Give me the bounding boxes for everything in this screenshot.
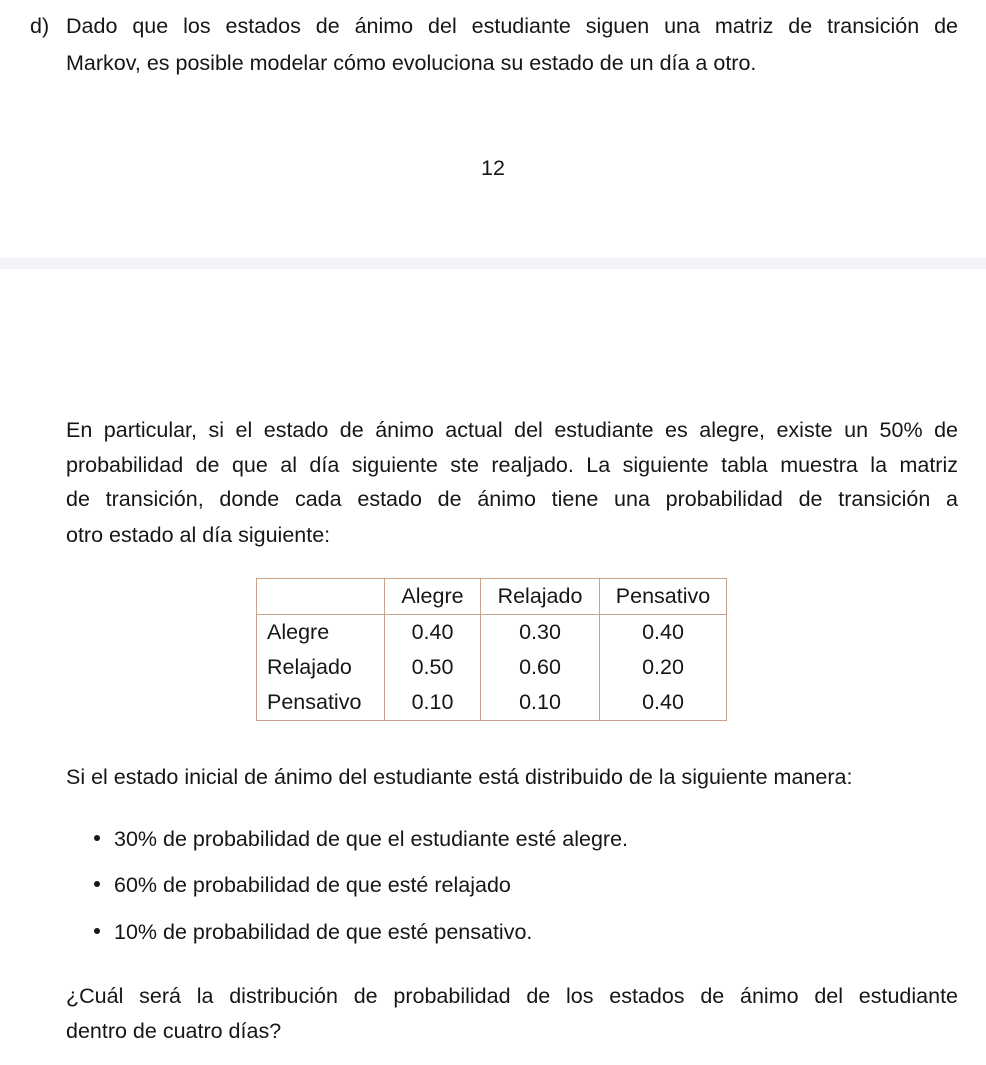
list-item	[94, 920, 532, 945]
intro-text: Si el estado inicial de ánimo del estudiante está distribuido de la siguiente manera:	[66, 765, 853, 789]
table-row	[257, 650, 727, 685]
page-divider	[0, 258, 986, 269]
list-item-text: 10% de probabilidad de que esté pensativo.	[114, 920, 533, 944]
paragraph-line: otro estado al día siguiente:	[66, 523, 331, 547]
row-label: Relajado	[257, 650, 385, 685]
table-cell: 0.40	[385, 615, 481, 651]
question-line: ¿Cuál será la distribución de probabilidad de los estados de ánimo del estudiante	[66, 984, 958, 1008]
list-item-text: 60% de probabilidad de que esté relajado	[114, 873, 511, 897]
table-header-cell	[257, 579, 385, 615]
table-header-cell: Relajado	[481, 579, 600, 615]
table-header-row	[257, 579, 727, 615]
list-item-text: 30% de probabilidad de que el estudiante esté alegre.	[114, 827, 628, 851]
table-cell: 0.30	[481, 615, 600, 651]
table-row	[257, 615, 727, 651]
table-cell: 0.40	[600, 685, 727, 721]
bullet-icon	[94, 881, 100, 887]
table-cell: 0.20	[600, 650, 727, 685]
paragraph-line: de transición, donde cada estado de ánimo tiene una probabilidad de transición a	[66, 487, 958, 511]
page-number: 12	[481, 156, 505, 180]
statement-line: Markov, es posible modelar cómo evoluciona su estado de un día a otro.	[66, 51, 757, 75]
transition-matrix-table	[256, 578, 727, 721]
table-cell: 0.10	[385, 685, 481, 721]
row-label: Alegre	[257, 615, 385, 651]
table-cell: 0.40	[600, 615, 727, 651]
row-label: Pensativo	[257, 685, 385, 721]
paragraph-line: En particular, si el estado de ánimo actual del estudiante es alegre, existe un 50% de	[66, 418, 958, 442]
statement-line: Dado que los estados de ánimo del estudiante siguen una matriz de transición de	[66, 14, 958, 38]
list-item	[94, 827, 628, 852]
table-cell: 0.10	[481, 685, 600, 721]
list-item	[94, 873, 511, 898]
table-cell: 0.60	[481, 650, 600, 685]
table-cell: 0.50	[385, 650, 481, 685]
bullet-icon	[94, 835, 100, 841]
table-header-cell: Pensativo	[600, 579, 727, 615]
table-header-cell: Alegre	[385, 579, 481, 615]
item-label: d)	[30, 14, 50, 38]
bullet-icon	[94, 928, 100, 934]
question-line: dentro de cuatro días?	[66, 1019, 282, 1043]
paragraph-line: probabilidad de que al día siguiente ste realjado. La siguiente tabla muestra la matriz	[66, 453, 958, 477]
table-row	[257, 685, 727, 721]
